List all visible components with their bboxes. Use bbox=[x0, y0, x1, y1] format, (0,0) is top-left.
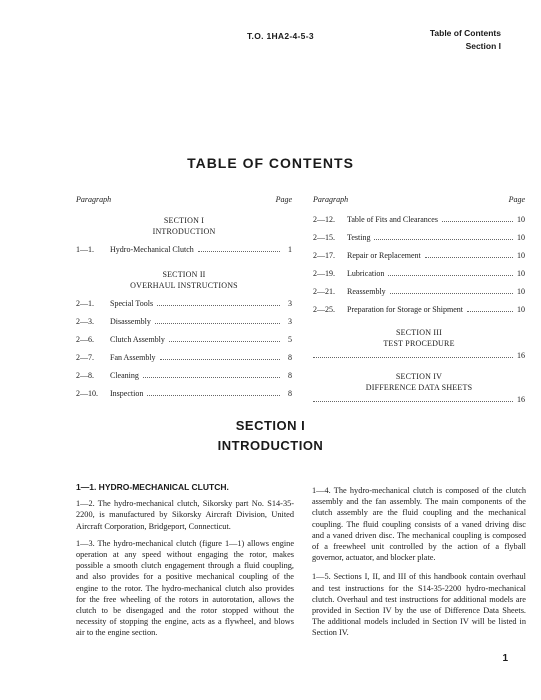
toc-entry-number: 2—12. bbox=[313, 215, 335, 224]
toc-entry-number: 2—7. bbox=[76, 353, 94, 362]
toc-section-label: SECTION III bbox=[396, 328, 442, 337]
toc-entry-page: 3 bbox=[288, 317, 292, 326]
toc-entry-number: 2—17. bbox=[313, 251, 335, 260]
toc-entry-page: 10 bbox=[517, 305, 525, 314]
toc-entry[interactable] bbox=[313, 215, 525, 233]
toc-entry-page: 8 bbox=[288, 353, 292, 362]
toc-entry[interactable] bbox=[313, 287, 525, 305]
toc-entry[interactable] bbox=[313, 351, 525, 365]
paragraph-heading: Paragraph bbox=[76, 195, 112, 204]
toc-entry-page: 10 bbox=[517, 215, 525, 224]
toc-entry-number: 2—19. bbox=[313, 269, 335, 278]
toc-entry-number: 2—15. bbox=[313, 233, 335, 242]
leader-dots bbox=[390, 292, 513, 294]
toc-entry-page: 3 bbox=[288, 299, 292, 308]
toc-section-1-heading bbox=[76, 215, 292, 237]
toc-left-column bbox=[76, 195, 292, 407]
leader-dots bbox=[388, 274, 513, 276]
toc-entry[interactable] bbox=[76, 245, 292, 263]
toc-entry-page: 16 bbox=[517, 395, 525, 404]
toc-entry-title: Special Tools bbox=[110, 299, 154, 308]
toc-entry-title: Lubrication bbox=[347, 269, 385, 278]
paragraph-heading: Paragraph bbox=[313, 195, 349, 204]
leader-dots bbox=[157, 304, 280, 306]
toc-entry-page: 10 bbox=[517, 287, 525, 296]
body-paragraph: 1—2. The hydro-mechanical clutch, Sikorsky part No. S14-35-2200, is manufactured by Sikorsky Aircraft Division, United Aircraft Corporation, Bridgeport, Connecticut. bbox=[76, 499, 294, 531]
section-number: SECTION I bbox=[235, 418, 306, 433]
toc-section-title: INTRODUCTION bbox=[152, 227, 216, 236]
toc-entry-number: 2—6. bbox=[76, 335, 94, 344]
toc-section-3-heading bbox=[313, 327, 525, 349]
toc-entry[interactable] bbox=[313, 305, 525, 323]
section-title: INTRODUCTION bbox=[217, 438, 324, 453]
leader-dots bbox=[313, 400, 513, 402]
leader-dots bbox=[442, 220, 513, 222]
toc-section-label: SECTION IV bbox=[395, 372, 443, 381]
toc-entry-title: Cleaning bbox=[110, 371, 139, 380]
toc-entry-page: 16 bbox=[517, 351, 525, 360]
toc-section-title: DIFFERENCE DATA SHEETS bbox=[365, 383, 473, 392]
page-heading: Page bbox=[275, 195, 292, 204]
toc-entry-number: 2—25. bbox=[313, 305, 335, 314]
toc-section-2-heading bbox=[76, 269, 292, 291]
leader-dots bbox=[155, 322, 280, 324]
toc-entry-title: Reassembly bbox=[347, 287, 386, 296]
toc-right-column bbox=[313, 195, 525, 409]
toc-entry-title: Table of Fits and Clearances bbox=[347, 215, 438, 224]
toc-section-label: SECTION II bbox=[162, 270, 206, 279]
toc-entry[interactable] bbox=[313, 233, 525, 251]
toc-entry[interactable] bbox=[76, 389, 292, 407]
toc-entry-title: Testing bbox=[347, 233, 371, 242]
toc-entry-title: Disassembly bbox=[110, 317, 151, 326]
toc-entry-number: 2—8. bbox=[76, 371, 94, 380]
toc-entry-title: Inspection bbox=[110, 389, 144, 398]
leader-dots bbox=[198, 250, 280, 252]
toc-entry-page: 10 bbox=[517, 269, 525, 278]
toc-entry[interactable] bbox=[76, 371, 292, 389]
leader-dots bbox=[160, 358, 280, 360]
toc-entry-number: 2—1. bbox=[76, 299, 94, 308]
toc-entry-number: 2—21. bbox=[313, 287, 335, 296]
header-section-number: Section I bbox=[465, 41, 501, 51]
section-heading bbox=[0, 416, 541, 456]
toc-entry-number: 1—1. bbox=[76, 245, 94, 254]
toc-right-header bbox=[313, 195, 525, 215]
body-column-right bbox=[312, 485, 526, 645]
header-toc-label: Table of Contents bbox=[429, 28, 501, 38]
toc-title: TABLE OF CONTENTS bbox=[187, 155, 354, 171]
toc-entry-title: Preparation for Storage or Shipment bbox=[347, 305, 463, 314]
toc-entry[interactable] bbox=[76, 299, 292, 317]
toc-entry[interactable] bbox=[76, 317, 292, 335]
toc-section-4-heading bbox=[313, 371, 525, 393]
leader-dots bbox=[374, 238, 513, 240]
body-column-left bbox=[76, 482, 294, 645]
leader-dots bbox=[467, 310, 513, 312]
leader-dots bbox=[313, 356, 513, 358]
toc-entry-page: 5 bbox=[288, 335, 292, 344]
body-paragraph: 1—5. Sections I, II, and III of this handbook contain overhaul and test instructions for the S14-35-2200 hydro-mechanical clutch. Overhaul and test instructions for additional models are provided in Section IV by the use of Difference Data Sheets. The additional models included in Section IV will be listed in Section IV. bbox=[312, 572, 526, 638]
toc-left-header bbox=[76, 195, 292, 215]
toc-entry-page: 8 bbox=[288, 371, 292, 380]
toc-entry-number: 2—10. bbox=[76, 389, 98, 398]
toc-entry-title: Repair or Replacement bbox=[347, 251, 421, 260]
toc-entry[interactable] bbox=[76, 335, 292, 353]
doc-number: T.O. 1HA2-4-5-3 bbox=[247, 31, 314, 41]
toc-entry-title: Clutch Assembly bbox=[110, 335, 165, 344]
toc-entry-page: 10 bbox=[517, 251, 525, 260]
toc-entry[interactable] bbox=[313, 251, 525, 269]
leader-dots bbox=[143, 376, 280, 378]
page-heading: Page bbox=[508, 195, 525, 204]
header-section-label bbox=[430, 27, 501, 53]
toc-section-title: TEST PROCEDURE bbox=[383, 339, 455, 348]
paragraph-heading: 1—1. HYDRO-MECHANICAL CLUTCH. bbox=[76, 482, 229, 492]
toc-entry[interactable] bbox=[313, 269, 525, 287]
toc-entry-title: Fan Assembly bbox=[110, 353, 156, 362]
toc-entry-page: 10 bbox=[517, 233, 525, 242]
leader-dots bbox=[147, 394, 280, 396]
toc-entry-number: 2—3. bbox=[76, 317, 94, 326]
toc-entry-title: Hydro-Mechanical Clutch bbox=[110, 245, 194, 254]
body-paragraph: 1—4. The hydro-mechanical clutch is composed of the clutch assembly and the fan assembly. The main components of the clutch assembly are the fluid coupling and the mechanical coupling. The fluid coupling consists of a vaned driving disc and a vaned driven disc. The mechanical coupling is composed of a freewheel unit controlled by the action of a flyball governor, actuator, and blocker plate. bbox=[312, 486, 526, 563]
toc-section-title: OVERHAUL INSTRUCTIONS bbox=[130, 281, 238, 290]
leader-dots bbox=[425, 256, 513, 258]
toc-entry[interactable] bbox=[76, 353, 292, 371]
leader-dots bbox=[169, 340, 280, 342]
body-paragraph: 1—3. The hydro-mechanical clutch (figure 1—1) allows engine operation at any speed without engaging the rotor, makes possible a smooth clutch engagement through a fluid coupling, and also provides for a positive mechanical coupling of the engine to the rotor. The hydro-mechanical clutch also provides for the free wheeling of the rotors in autorotation, allows the clutch to be disengaged and the rotor stopped without the necessity of stopping the engine, acts as a flywheel, and blows air to the engine section. bbox=[76, 538, 294, 638]
toc-entry-page: 1 bbox=[288, 245, 292, 254]
toc-section-label: SECTION I bbox=[163, 216, 205, 225]
toc-entry-page: 8 bbox=[288, 389, 292, 398]
toc-entry[interactable] bbox=[313, 395, 525, 409]
page-number: 1 bbox=[502, 653, 508, 664]
